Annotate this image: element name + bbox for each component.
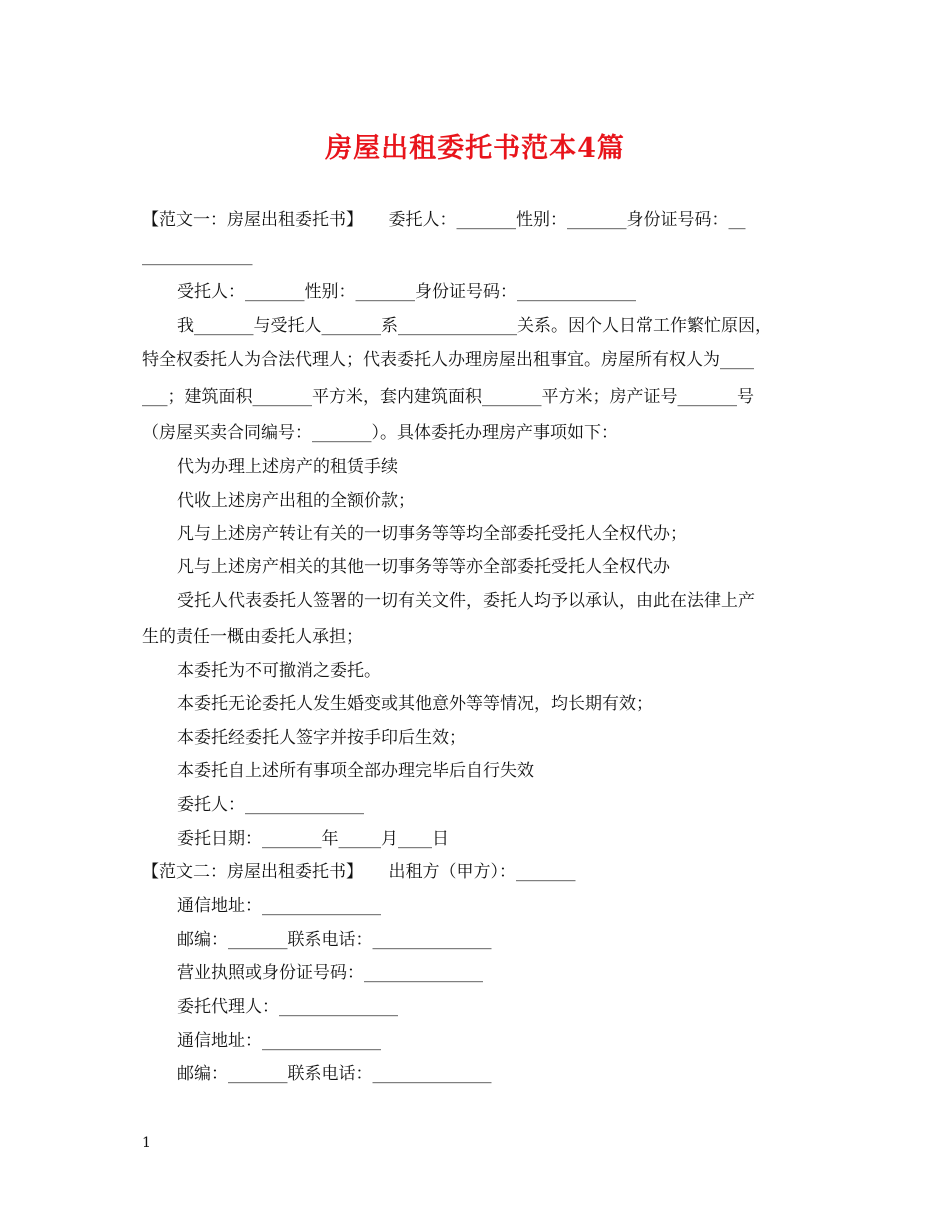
paragraph-line: 【范文一：房屋出租委托书】 委托人：_______性别：_______身份证号码：__ [142,210,746,230]
paragraph-line: 本委托无论委托人发生婚变或其他意外等等情况，均长期有效； [177,694,653,714]
paragraph-line: _____________ [142,246,253,266]
paragraph-line: 委托代理人：______________ [177,997,398,1017]
paragraph-line: 代为办理上述房产的租赁手续 [177,457,398,477]
paragraph-line: 本委托为不可撤消之委托。 [177,661,381,681]
paragraph-line: 代收上述房产出租的全额价款； [177,491,415,511]
paragraph-line: 凡与上述房产转让有关的一切事务等等均全部委托受托人全权代办； [177,524,687,544]
page-number: 1 [142,1135,151,1151]
paragraph-line: 委托日期：_______年_____月____日 [177,829,449,849]
paragraph-line: 凡与上述房产相关的其他一切事务等等亦全部委托受托人全权代办 [177,557,670,577]
paragraph-line: 我_______与受托人_______系______________关系。因个人日常工作繁忙原因， [177,316,772,336]
paragraph-line: 邮编：_______联系电话：______________ [177,930,492,950]
paragraph-line: 邮编：_______联系电话：______________ [177,1064,492,1084]
paragraph-line: 本委托自上述所有事项全部办理完毕后自行失效 [177,761,534,781]
document-title: 房屋出租委托书范本4篇 [325,133,625,164]
paragraph-line: 受托人代表委托人签署的一切有关文件，委托人均予以承认，由此在法律上产 [177,591,755,611]
paragraph-line: 生的责任一概由委托人承担； [142,627,363,647]
paragraph-line: 营业执照或身份证号码：______________ [177,963,483,983]
paragraph-line: 本委托经委托人签字并按手印后生效； [177,728,466,748]
paragraph-line: 委托人：______________ [177,795,364,815]
paragraph-line: ___；建筑面积_______平方米，套内建筑面积_______平方米；房产证号_______号 [142,387,754,407]
paragraph-line: 受托人：_______性别：_______身份证号码：______________ [177,282,636,302]
paragraph-line: 通信地址：______________ [177,1031,381,1051]
paragraph-line: 特全权委托人为合法代理人；代表委托人办理房屋出租事宜。房屋所有权人为____ [142,350,754,370]
paragraph-line: （房屋买卖合同编号：_______）。具体委托办理房产事项如下： [142,423,618,443]
paragraph-line: 【范文二：房屋出租委托书】 出租方（甲方）：_______ [142,862,576,882]
paragraph-line: 通信地址：______________ [177,896,381,916]
